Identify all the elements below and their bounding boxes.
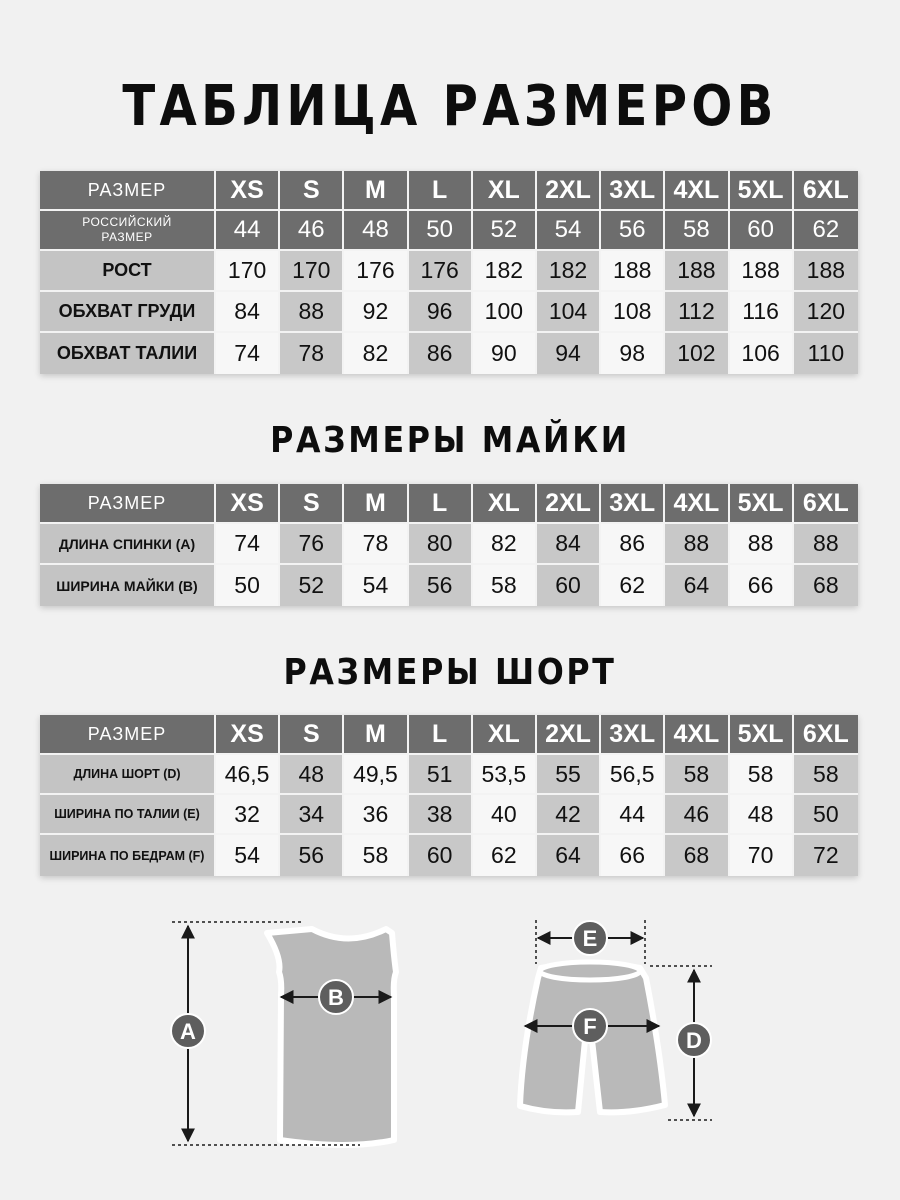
table-cell: 98 — [601, 333, 665, 374]
table-cell: 62 — [794, 211, 858, 251]
table-cell: 88 — [794, 524, 858, 565]
row-label: ОБХВАТ ГРУДИ — [40, 292, 216, 333]
size-header-s: S — [280, 715, 344, 755]
table-cell: 58 — [794, 755, 858, 795]
size-header-3xl: 3XL — [601, 484, 665, 524]
table-row — [40, 292, 858, 333]
table-cell: 64 — [665, 565, 729, 606]
table-cell: 76 — [280, 524, 344, 565]
table-cell: 54 — [216, 835, 280, 876]
row-label: ШИРИНА МАЙКИ (B) — [40, 565, 216, 606]
shorts-waistband — [540, 962, 640, 980]
table-cell: 66 — [730, 565, 794, 606]
table-cell: 78 — [280, 333, 344, 374]
table-cell: 102 — [665, 333, 729, 374]
header-label: РАЗМЕР — [40, 484, 216, 524]
page-title: ТАБЛИЦА РАЗМЕРОВ — [122, 74, 778, 139]
size-header-xs: XS — [216, 484, 280, 524]
shorts-size-table — [40, 715, 858, 876]
table-cell: 94 — [537, 333, 601, 374]
size-header-2xl: 2XL — [537, 171, 601, 211]
table-cell: 44 — [216, 211, 280, 251]
table-cell: 78 — [344, 524, 408, 565]
table-cell: 34 — [280, 795, 344, 835]
marker-b-label: B — [328, 985, 344, 1010]
table-row — [40, 795, 858, 835]
table-cell: 52 — [280, 565, 344, 606]
size-header-6xl: 6XL — [794, 715, 858, 755]
shirt-size-table — [40, 484, 858, 606]
table-row — [40, 565, 858, 606]
table-cell: 56 — [409, 565, 473, 606]
table-cell: 100 — [473, 292, 537, 333]
size-header-5xl: 5XL — [730, 715, 794, 755]
table-cell: 58 — [730, 755, 794, 795]
size-header-xl: XL — [473, 171, 537, 211]
size-header-4xl: 4XL — [665, 715, 729, 755]
size-header-5xl: 5XL — [730, 171, 794, 211]
table-cell: 82 — [473, 524, 537, 565]
table-cell: 188 — [794, 251, 858, 292]
table-cell: 188 — [730, 251, 794, 292]
table-cell: 82 — [344, 333, 408, 374]
table-cell: 170 — [216, 251, 280, 292]
size-header-xl: XL — [473, 715, 537, 755]
table-row — [40, 835, 858, 876]
russian-size-row — [40, 211, 858, 251]
table-cell: 64 — [537, 835, 601, 876]
table-cell: 58 — [344, 835, 408, 876]
table-cell: 68 — [665, 835, 729, 876]
table-cell: 58 — [665, 211, 729, 251]
table-cell: 86 — [601, 524, 665, 565]
table-cell: 40 — [473, 795, 537, 835]
table-cell: 48 — [730, 795, 794, 835]
size-header-row — [40, 484, 858, 524]
row-label — [40, 211, 216, 251]
table-row — [40, 524, 858, 565]
size-header-row — [40, 715, 858, 755]
size-header-xs: XS — [216, 715, 280, 755]
table-row — [40, 755, 858, 795]
row-label: ШИРИНА ПО БЕДРАМ (F) — [40, 835, 216, 876]
header-label: РАЗМЕР — [40, 171, 216, 211]
table-cell: 56 — [280, 835, 344, 876]
table-cell: 50 — [409, 211, 473, 251]
size-header-3xl: 3XL — [601, 715, 665, 755]
size-header-xs: XS — [216, 171, 280, 211]
table-cell: 55 — [537, 755, 601, 795]
table-cell: 51 — [409, 755, 473, 795]
table-cell: 88 — [665, 524, 729, 565]
table-cell: 84 — [537, 524, 601, 565]
table-cell: 60 — [730, 211, 794, 251]
table-cell: 72 — [794, 835, 858, 876]
shorts-section-title: РАЗМЕРЫ ШОРТ — [283, 652, 617, 693]
size-header-l: L — [409, 171, 473, 211]
tank-top-diagram — [171, 922, 396, 1145]
marker-a-label: A — [180, 1019, 196, 1044]
table-cell: 46,5 — [216, 755, 280, 795]
table-cell: 52 — [473, 211, 537, 251]
table-cell: 176 — [344, 251, 408, 292]
table-cell: 188 — [601, 251, 665, 292]
table-cell: 56 — [601, 211, 665, 251]
size-header-s: S — [280, 171, 344, 211]
table-cell: 58 — [665, 755, 729, 795]
table-cell: 104 — [537, 292, 601, 333]
table-cell: 50 — [216, 565, 280, 606]
table-cell: 48 — [280, 755, 344, 795]
size-header-3xl: 3XL — [601, 171, 665, 211]
size-header-s: S — [280, 484, 344, 524]
size-header-l: L — [409, 715, 473, 755]
size-header-l: L — [409, 484, 473, 524]
shorts-diagram — [520, 920, 712, 1120]
measurement-diagrams — [0, 900, 900, 1200]
row-label-text: РОССИЙСКИЙ РАЗМЕР — [82, 215, 172, 244]
size-header-2xl: 2XL — [537, 484, 601, 524]
table-cell: 90 — [473, 333, 537, 374]
row-label: ШИРИНА ПО ТАЛИИ (E) — [40, 795, 216, 835]
table-cell: 170 — [280, 251, 344, 292]
table-cell: 188 — [665, 251, 729, 292]
table-cell: 80 — [409, 524, 473, 565]
table-cell: 70 — [730, 835, 794, 876]
row-label: ДЛИНА ШОРТ (D) — [40, 755, 216, 795]
size-table — [40, 171, 858, 374]
table-cell: 60 — [537, 565, 601, 606]
size-header-m: M — [344, 171, 408, 211]
table-cell: 54 — [344, 565, 408, 606]
size-header-4xl: 4XL — [665, 484, 729, 524]
table-cell: 176 — [409, 251, 473, 292]
table-cell: 74 — [216, 333, 280, 374]
table-cell: 44 — [601, 795, 665, 835]
shirt-section-title: РАЗМЕРЫ МАЙКИ — [270, 420, 630, 461]
table-cell: 108 — [601, 292, 665, 333]
row-label: ОБХВАТ ТАЛИИ — [40, 333, 216, 374]
table-cell: 32 — [216, 795, 280, 835]
table-cell: 60 — [409, 835, 473, 876]
table-cell: 74 — [216, 524, 280, 565]
table-cell: 49,5 — [344, 755, 408, 795]
table-cell: 46 — [280, 211, 344, 251]
table-cell: 182 — [537, 251, 601, 292]
table-cell: 56,5 — [601, 755, 665, 795]
table-cell: 62 — [601, 565, 665, 606]
table-cell: 58 — [473, 565, 537, 606]
table-cell: 42 — [537, 795, 601, 835]
table-cell: 88 — [730, 524, 794, 565]
size-header-4xl: 4XL — [665, 171, 729, 211]
size-header-xl: XL — [473, 484, 537, 524]
table-cell: 54 — [537, 211, 601, 251]
table-cell: 38 — [409, 795, 473, 835]
header-label: РАЗМЕР — [40, 715, 216, 755]
marker-f-label: F — [583, 1014, 597, 1039]
row-label: РОСТ — [40, 251, 216, 292]
table-cell: 86 — [409, 333, 473, 374]
table-cell: 46 — [665, 795, 729, 835]
table-cell: 92 — [344, 292, 408, 333]
table-cell: 106 — [730, 333, 794, 374]
table-cell: 84 — [216, 292, 280, 333]
table-cell: 68 — [794, 565, 858, 606]
table-cell: 88 — [280, 292, 344, 333]
row-label: ДЛИНА СПИНКИ (A) — [40, 524, 216, 565]
size-header-2xl: 2XL — [537, 715, 601, 755]
table-cell: 110 — [794, 333, 858, 374]
table-row — [40, 333, 858, 374]
size-header-m: M — [344, 715, 408, 755]
size-header-row — [40, 171, 858, 211]
marker-e-label: E — [582, 926, 598, 951]
table-cell: 66 — [601, 835, 665, 876]
table-cell: 116 — [730, 292, 794, 333]
size-header-m: M — [344, 484, 408, 524]
size-header-5xl: 5XL — [730, 484, 794, 524]
table-cell: 50 — [794, 795, 858, 835]
table-cell: 48 — [344, 211, 408, 251]
table-cell: 62 — [473, 835, 537, 876]
marker-d-label: D — [686, 1028, 702, 1053]
table-cell: 96 — [409, 292, 473, 333]
table-cell: 120 — [794, 292, 858, 333]
table-cell: 182 — [473, 251, 537, 292]
table-row — [40, 251, 858, 292]
table-cell: 53,5 — [473, 755, 537, 795]
size-header-6xl: 6XL — [794, 171, 858, 211]
table-cell: 112 — [665, 292, 729, 333]
size-header-6xl: 6XL — [794, 484, 858, 524]
table-cell: 36 — [344, 795, 408, 835]
tank-top-outline — [267, 929, 396, 1145]
